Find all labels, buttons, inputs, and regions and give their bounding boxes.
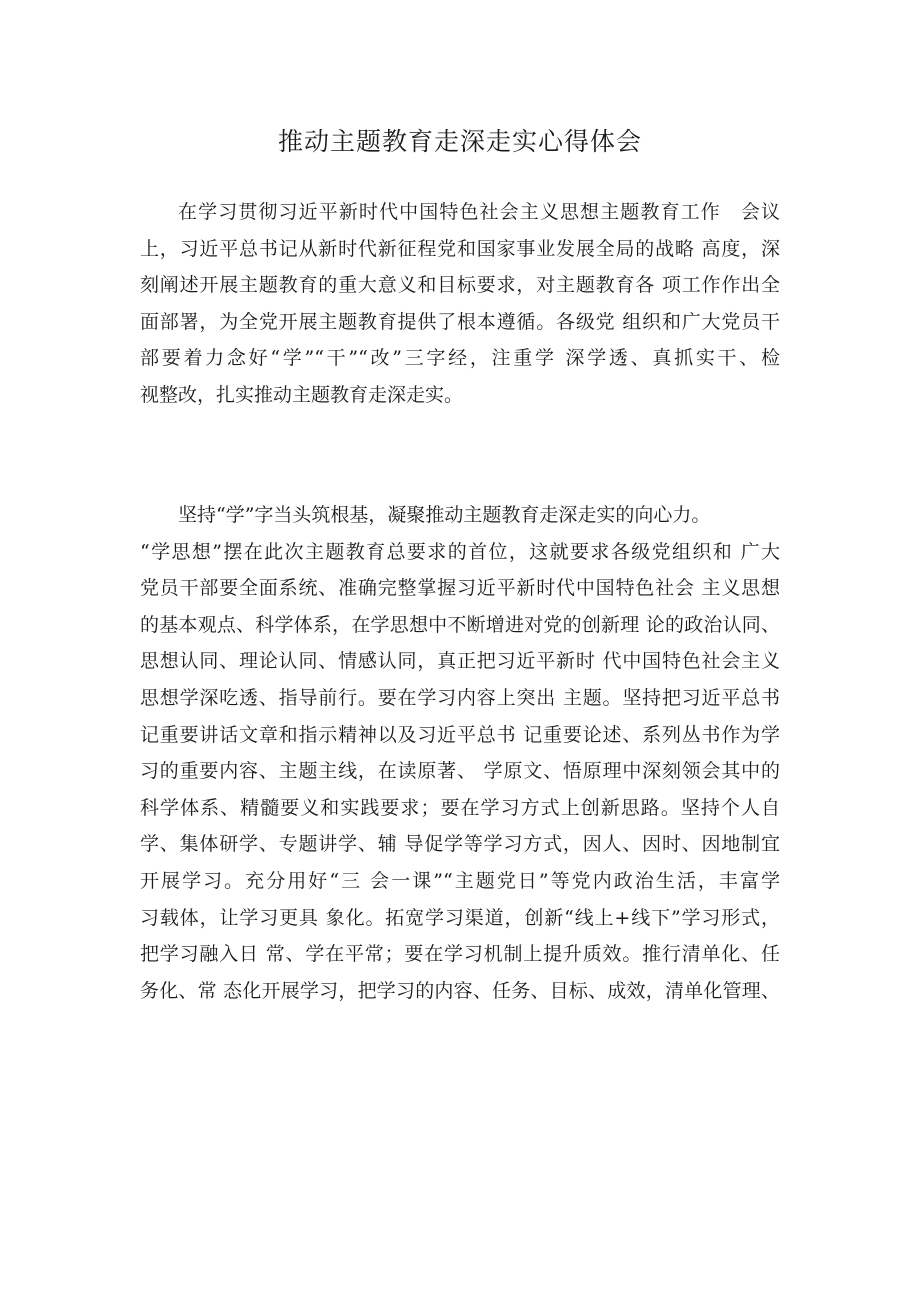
paragraph-line: “学思想”摆在此次主题教育总要求的首位，这就要求各级党组织和 广大	[140, 540, 780, 563]
paragraph-line: 开展学习。充分用好“三 会一课”“主题党日”等党内政治生活，丰富学	[140, 869, 780, 892]
paragraph-line: 务化、常 态化开展学习，把学习的内容、任务、目标、成效，清单化管理、	[140, 979, 780, 1002]
paragraph-line: 思想学深吃透、指导前行。要在学习内容上突出 主题。坚持把习近平总书	[140, 686, 780, 709]
paragraph-line: 习的重要内容、主题主线，在读原著、 学原文、悟原理中深刻领会其中的	[140, 760, 780, 783]
paragraph-line: 视整改，扎实推动主题教育走深走实。	[140, 383, 464, 406]
paragraph-line: 坚持“学”字当头筑根基，凝聚推动主题教育走深走实的向心力。	[178, 504, 711, 526]
paragraph-2	[140, 497, 780, 1009]
paragraph-line: 习载体，让学习更具 象化。拓宽学习渠道，创新“线上+线下”学习形式，	[140, 906, 780, 929]
paragraph-line: 科学体系、精髓要义和实践要求；要在学习方式上创新思路。坚持个人自	[140, 796, 780, 819]
paragraph-line: 记重要讲话文章和指示精神以及习近平总书 记重要论述、系列丛书作为学	[140, 723, 780, 746]
paragraph-1	[140, 194, 780, 414]
document-title: 推动主题教育走深走实心得体会	[277, 127, 642, 156]
paragraph-line: 刻阐述开展主题教育的重大意义和目标要求，对主题教育各 项工作作出全	[140, 274, 780, 297]
paragraph-line: 学、集体研学、专题讲学、辅 导促学等学习方式，因人、因时、因地制宜	[140, 833, 780, 856]
paragraph-line: 思想认同、理论认同、情感认同，真正把习近平新时 代中国特色社会主义	[140, 650, 780, 673]
paragraph-line: 的基本观点、科学体系，在学思想中不断增进对党的创新理 论的政治认同、	[140, 613, 780, 636]
paragraph-line: 在学习贯彻习近平新时代中国特色社会主义思想主题教育工作 会议	[178, 201, 780, 223]
paragraph-line: 面部署，为全党开展主题教育提供了根本遵循。各级党 组织和广大党员干	[140, 310, 780, 333]
paragraph-line: 党员干部要全面系统、准确完整掌握习近平新时代中国特色社会 主义思想	[140, 577, 780, 600]
paragraph-line: 把学习融入日 常、学在平常；要在学习机制上提升质效。推行清单化、任	[140, 943, 780, 966]
paragraph-line: 部要着力念好“学”“干”“改”三字经，注重学 深学透、真抓实干、检	[140, 347, 780, 370]
paragraph-line: 上，习近平总书记从新时代新征程党和国家事业发展全局的战略 高度，深	[140, 237, 780, 260]
